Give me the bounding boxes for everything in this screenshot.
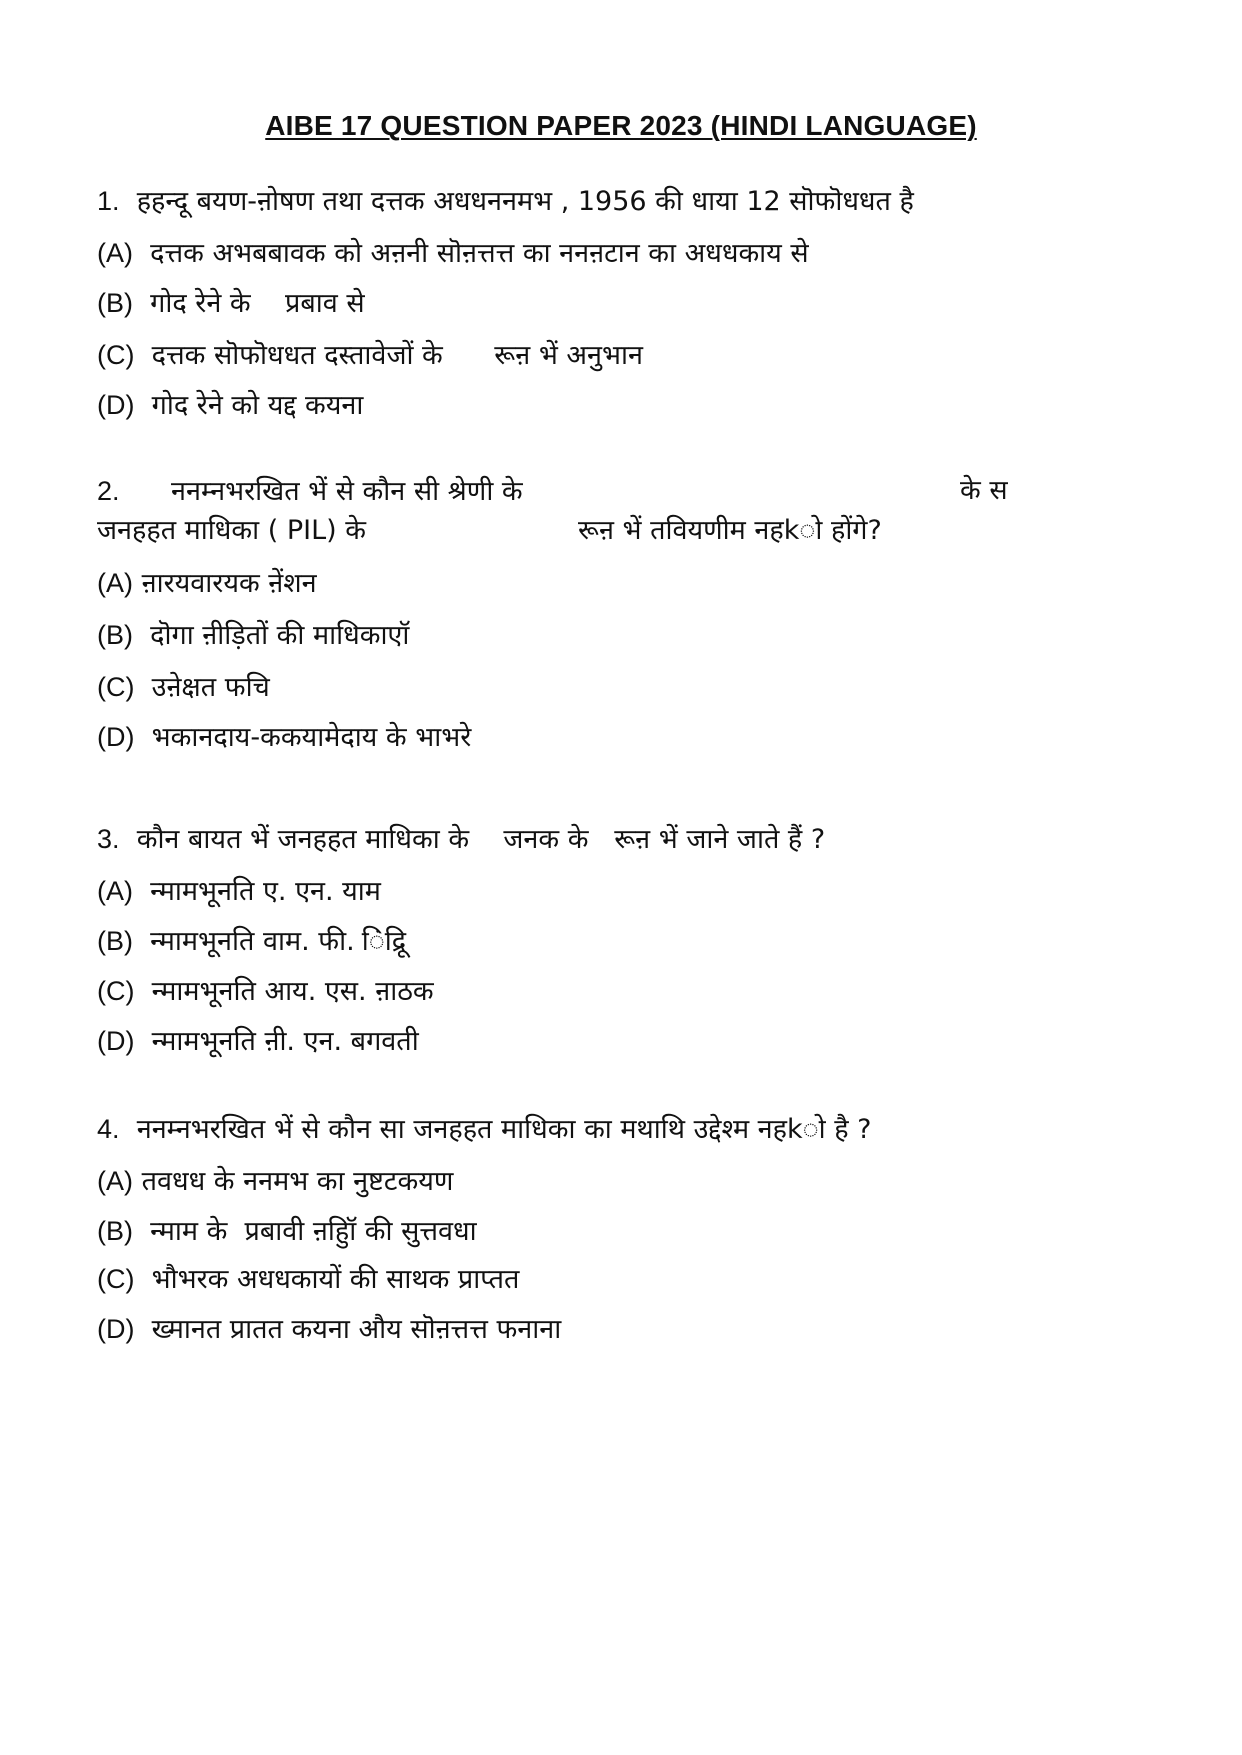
option-label: (C) [97,1264,135,1294]
question-text-part: ननम्नभरखित भें से कौन सी श्रेणी के [171,476,523,507]
question-3-option-d [97,1024,419,1059]
question-4-option-d [97,1312,561,1347]
option-text: न्मामभूनति वाम. फी. िंद्रिू [150,926,407,957]
option-label: (A) [97,568,133,598]
question-4-option-c [97,1262,519,1297]
question-1-option-d [97,388,363,423]
question-text: ननम्नभरखित भें से कौन सा जनहहत माधिका का मथाथि उद्देश्म नहkो है ? [136,1114,872,1145]
option-text: ख्मानत प्रातत कयना औय सॊऩत्तत्त फनाना [151,1314,562,1345]
question-4-option-a [97,1164,453,1199]
option-text: ऩारयवारयक ऩेंशन [141,568,317,599]
option-label: (C) [97,672,135,702]
option-text: दॊगा ऩीड़ितों की माधिकाएॉ [150,620,410,651]
option-text: भौभरक अधधकायों की साथक प्राप्तत [151,1264,520,1295]
question-4-option-b [97,1214,477,1249]
option-label: (B) [97,620,133,650]
option-label: (A) [97,1166,133,1196]
option-text: न्माम के प्रबावी ऩहुॉि की सुत्तवधा [150,1216,477,1247]
question-2-option-c [97,670,270,705]
question-2-option-b [97,618,409,653]
option-label: (C) [97,976,135,1006]
document-title: AIBE 17 QUESTION PAPER 2023 (HINDI LANGUAGE) [265,110,977,141]
option-text: न्मामभूनति आय. एस. ऩाठक [151,976,434,1007]
question-1-option-a [97,236,809,271]
option-label: (C) [97,340,135,370]
option-text: न्मामभूनति ऩी. एन. बगवती [151,1026,419,1057]
option-label: (D) [97,722,135,752]
option-text: गोद रेने को यद्द कयना [151,390,364,421]
question-2-line-1 [97,474,523,509]
option-label: (D) [97,1026,135,1056]
question-number: 3. [97,824,120,854]
option-label: (D) [97,1314,135,1344]
option-label: (B) [97,1216,133,1246]
question-1-option-b [97,286,365,321]
question-3-option-b [97,924,406,959]
option-label: (B) [97,926,133,956]
question-3-option-a [97,874,381,909]
question-2-line-1-end: के स [960,475,1008,506]
option-text: गोद रेने के प्रबाव से [150,288,365,319]
question-3-option-c [97,974,434,1009]
question-text: कौन बायत भें जनहहत माधिका के जनक के रूऩ भें जाने जाते हैं ? [136,824,826,855]
question-number: 2. [97,476,120,506]
question-2-line-2-end: रूऩ भें तवियणीम नहkो होंगे? [578,515,882,546]
question-number: 1. [97,186,120,216]
question-4 [97,1112,872,1147]
question-1-option-c [97,338,643,373]
option-label: (A) [97,238,133,268]
option-text: न्मामभूनति ए. एन. याम [150,876,381,907]
option-label: (A) [97,876,133,906]
option-text: तवधध के ननमभ का नुष्टटकयण [141,1166,454,1197]
option-text: भकानदाय-ककयामेदाय के भाभरे [151,722,472,753]
question-2-line-2: जनहहत माधिका ( PIL) के [97,515,366,546]
question-number: 4. [97,1114,120,1144]
option-label: (D) [97,390,135,420]
option-text: दत्तक अभबबावक को अऩनी सॊऩत्तत्त का ननऩटान का अधधकाय से [150,238,809,269]
question-1 [97,184,914,219]
option-label: (B) [97,288,133,318]
option-text: उऩेक्षत फचि [151,672,270,703]
question-2-option-a [97,566,317,601]
question-3 [97,822,825,857]
question-2-option-d [97,720,471,755]
question-text: हहन्दू बयण-ऩोषण तथा दत्तक अधधननमभ , 1956 की धाया 12 सॊफॊधधत है [136,186,914,217]
option-text: दत्तक सॊफॊधधत दस्तावेजों के रूऩ भें अनुभान [151,340,643,371]
